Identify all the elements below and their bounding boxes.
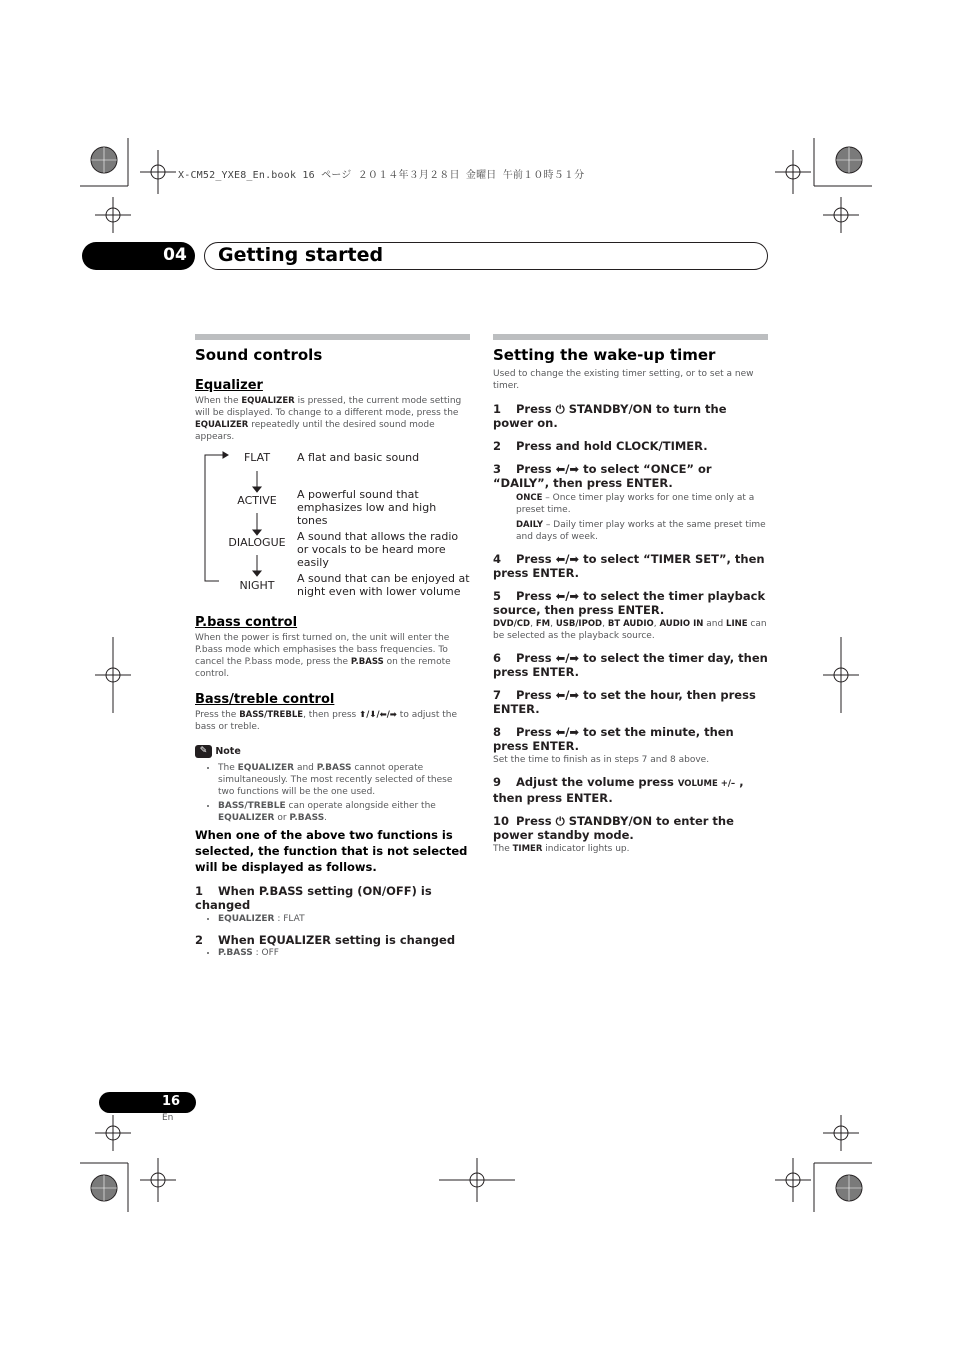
step8-note: Set the time to finish as in steps 7 and 8 above. (493, 755, 710, 765)
timer-step: 6 Press ⬅/➡ to select the timer day, then press ENTER. (493, 651, 768, 679)
print-header: X-CM52_YXE8_En.book 16 ページ ２０１４年３月２８日 金曜日 午前１０時５１分 (178, 170, 585, 181)
mode-desc: A sound that can be enjoyed at night even with lower volume (297, 572, 470, 598)
playback-sources: DVD/CD, FM, USB/IPOD, BT AUDIO, AUDIO IN and LINE can be selected as the playback source. (493, 619, 767, 641)
step10-note: The TIMER indicator lights up. (493, 844, 630, 854)
timer-step: 3 Press ⬅/➡ to select “ONCE” or “DAILY”, then press ENTER. (493, 462, 712, 490)
timer-step: 2 Press and hold CLOCK/TIMER. (493, 439, 708, 453)
heading-pbass: P.bass control (195, 615, 298, 630)
chapter-title: Getting started (218, 244, 384, 266)
note-item: • BASS/TREBLE can operate alongside either the EQUALIZER or P.BASS. (218, 800, 470, 824)
mode-name: NIGHT (239, 579, 275, 592)
left-step: 1 When P.BASS setting (ON/OFF) is changed (195, 884, 432, 912)
bass-treble-text: Press the BASS/TREBLE, then press ⬆/⬇/⬅/➡ to adjust the bass or treble. (195, 710, 457, 732)
mode-desc: A powerful sound that emphasizes low and high tones (297, 488, 437, 527)
mode-desc: A flat and basic sound (297, 451, 420, 464)
daily-desc: DAILY – Daily timer play works at the same preset time and days of week. (516, 520, 766, 542)
left-column (195, 334, 470, 961)
heading-equalizer: Equalizer (195, 378, 263, 393)
left-step-bullet: • EQUALIZER : FLAT (195, 913, 470, 925)
right-column (493, 334, 768, 855)
note-list (195, 762, 470, 824)
timer-step: 10 Press ⏻ STANDBY/ON to enter the power standby mode. (493, 814, 734, 842)
left-step-bullet: • P.BASS : OFF (195, 947, 470, 959)
section-title-sound-controls: Sound controls (195, 346, 323, 364)
mode-name: DIALOGUE (228, 536, 286, 549)
section-bar (195, 334, 470, 340)
timer-step: 4 Press ⬅/➡ to select “TIMER SET”, then press ENTER. (493, 552, 765, 580)
heading-bass-treble: Bass/treble control (195, 692, 335, 707)
page-number: 16 (161, 1094, 181, 1109)
note-item: • The EQUALIZER and P.BASS cannot operate simultaneously. The most recently selected of these two functions will be the one used. (218, 762, 470, 798)
left-step: 2 When EQUALIZER setting is changed (195, 933, 456, 947)
mode-name: FLAT (243, 451, 271, 464)
equalizer-mode-diagram (195, 451, 470, 601)
note-heading: ✎ Note (195, 745, 470, 758)
equalizer-intro: When the EQUALIZER is pressed, the current mode setting will be displayed. To change to a different mode, press the EQUALIZER repeatedly until the desired sound mode appears. (195, 396, 462, 442)
page-language: En (162, 1113, 174, 1123)
section-title-wake-up-timer: Setting the wake-up timer (493, 346, 716, 364)
once-desc: ONCE – Once timer play works for one time only at a preset time. (516, 493, 755, 515)
pbass-text: When the power is first turned on, the unit will enter the P.bass mode which emphasises the bass frequencies. To cancel the P.bass mode, press the P.BASS on the remote control. (195, 633, 451, 679)
function-warning: When one of the above two functions is selected, the function that is not selected will be displayed as follows. (195, 828, 468, 874)
mode-name: ACTIVE (237, 494, 277, 507)
chapter-number: 04 (163, 245, 187, 265)
mode-desc: A sound that allows the radio or vocals to be heard more easily (297, 530, 459, 569)
timer-step: 1 Press ⏻ STANDBY/ON to turn the power on. (493, 402, 727, 430)
timer-step: 9 Adjust the volume press VOLUME +/– , then press ENTER. (493, 775, 744, 805)
note-icon: ✎ (195, 745, 212, 758)
timer-step: 7 Press ⬅/➡ to set the hour, then press ENTER. (493, 688, 756, 716)
timer-step: 5 Press ⬅/➡ to select the timer playback source, then press ENTER. (493, 589, 766, 617)
section-bar (493, 334, 768, 340)
timer-step: 8 Press ⬅/➡ to set the minute, then press ENTER. (493, 725, 734, 753)
timer-intro: Used to change the existing timer setting, or to set a new timer. (493, 369, 754, 391)
